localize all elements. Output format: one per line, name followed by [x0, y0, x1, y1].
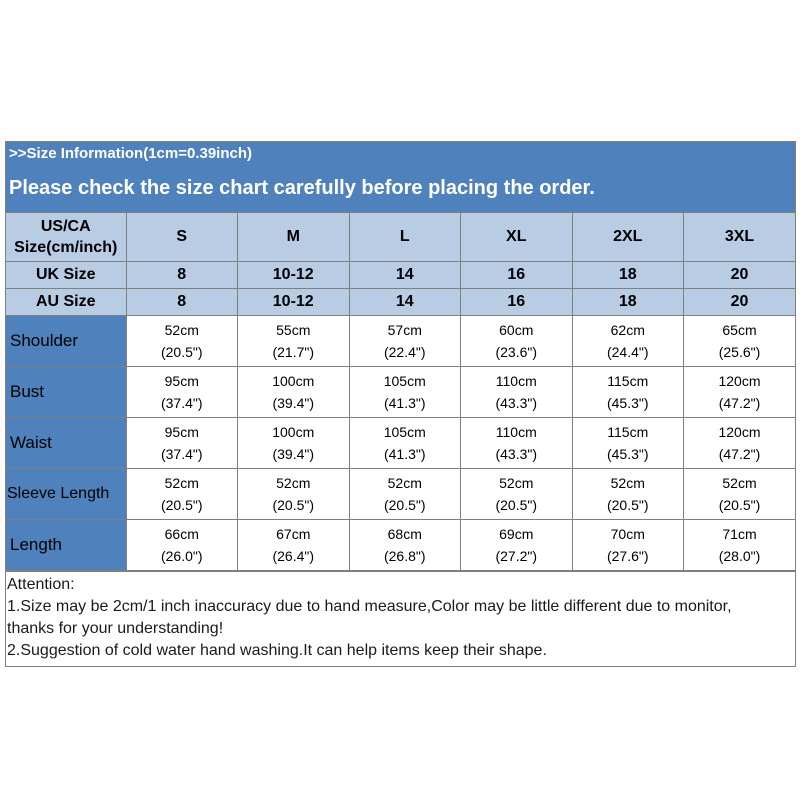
bust-row — [6, 367, 795, 418]
inch-value: (26.4") — [272, 548, 315, 564]
measure-cell — [238, 316, 350, 367]
check-size-banner: Please check the size chart carefully before placing the order. — [6, 166, 795, 213]
uk-size-value: 8 — [126, 262, 238, 289]
measure-cell — [684, 367, 796, 418]
inch-value: (37.4") — [160, 395, 203, 411]
inch-value: (27.2") — [495, 548, 538, 564]
cm-value: 110cm — [495, 373, 537, 389]
attention-title: Attention: — [7, 576, 75, 593]
cm-value: 52cm — [276, 475, 311, 491]
cm-value: 52cm — [164, 322, 199, 338]
cm-value: 110cm — [495, 424, 537, 440]
us-ca-label-line2: Size(cm/inch) — [14, 239, 118, 256]
uk-size-value: 14 — [349, 262, 461, 289]
cm-value: 57cm — [387, 322, 422, 338]
cm-value: 115cm — [607, 373, 649, 389]
cm-value: 69cm — [499, 526, 534, 542]
au-size-value: 8 — [126, 289, 238, 316]
uk-size-value: 20 — [684, 262, 796, 289]
us-ca-size-row — [6, 213, 795, 262]
shoulder-row — [6, 316, 795, 367]
inch-value: (39.4") — [272, 446, 315, 462]
inch-value: (21.7") — [272, 344, 315, 360]
inch-value: (41.3") — [383, 395, 426, 411]
inch-value: (45.3") — [606, 446, 649, 462]
measure-cell — [238, 367, 350, 418]
au-size-value: 10-12 — [238, 289, 350, 316]
inch-value: (20.5") — [495, 497, 538, 513]
bust-label: Bust — [6, 367, 126, 418]
inch-value: (41.3") — [383, 446, 426, 462]
measure-cell — [572, 418, 684, 469]
attention-note-2: 2.Suggestion of cold water hand washing.It can help items keep their shape. — [7, 642, 547, 659]
size-xl: XL — [461, 213, 573, 262]
size-m: M — [238, 213, 350, 262]
measure-cell — [126, 469, 238, 520]
inch-value: (20.5") — [718, 497, 761, 513]
measure-cell — [572, 469, 684, 520]
uk-size-value: 16 — [461, 262, 573, 289]
measure-cell — [349, 367, 461, 418]
measure-cell — [349, 469, 461, 520]
size-3xl: 3XL — [684, 213, 796, 262]
uk-size-row — [6, 262, 795, 289]
au-size-value: 20 — [684, 289, 796, 316]
inch-value: (37.4") — [160, 446, 203, 462]
measure-cell — [461, 316, 573, 367]
measure-cell — [126, 520, 238, 571]
uk-size-value: 10-12 — [238, 262, 350, 289]
measure-cell — [238, 469, 350, 520]
measure-cell — [461, 520, 573, 571]
inch-value: (45.3") — [606, 395, 649, 411]
sleeve-length-label: Sleeve Length — [6, 469, 126, 520]
measure-cell — [684, 316, 796, 367]
inch-value: (20.5") — [160, 497, 203, 513]
waist-label: Waist — [6, 418, 126, 469]
inch-value: (20.5") — [160, 344, 203, 360]
measure-cell — [126, 316, 238, 367]
measure-cell — [684, 520, 796, 571]
size-l: L — [349, 213, 461, 262]
measure-cell — [572, 316, 684, 367]
measure-cell — [461, 367, 573, 418]
au-size-value: 14 — [349, 289, 461, 316]
measure-cell — [238, 520, 350, 571]
measure-cell — [572, 367, 684, 418]
size-chart — [5, 141, 796, 667]
cm-value: 95cm — [164, 373, 199, 389]
inch-value: (28.0") — [718, 548, 761, 564]
measure-cell — [684, 418, 796, 469]
sleeve-length-row — [6, 469, 795, 520]
au-size-value: 18 — [572, 289, 684, 316]
measure-cell — [126, 367, 238, 418]
measure-cell — [238, 418, 350, 469]
inch-value: (43.3") — [495, 446, 538, 462]
measure-cell — [349, 316, 461, 367]
length-row — [6, 520, 795, 571]
cm-value: 52cm — [387, 475, 422, 491]
cm-value: 70cm — [610, 526, 645, 542]
au-size-row — [6, 289, 795, 316]
inch-value: (22.4") — [383, 344, 426, 360]
inch-value: (20.5") — [272, 497, 315, 513]
us-ca-label-line1: US/CA — [40, 218, 91, 235]
waist-row — [6, 418, 795, 469]
inch-value: (20.5") — [383, 497, 426, 513]
cm-value: 120cm — [718, 424, 761, 440]
cm-value: 67cm — [276, 526, 311, 542]
cm-value: 60cm — [499, 322, 534, 338]
attention-note-1: 1.Size may be 2cm/1 inch inaccuracy due to hand measure,Color may be little different due to monitor, — [7, 598, 732, 615]
size-s: S — [126, 213, 238, 262]
cm-value: 62cm — [610, 322, 645, 338]
attention-note-1-cont: thanks for your understanding! — [7, 620, 224, 637]
au-size-value: 16 — [461, 289, 573, 316]
cm-value: 100cm — [272, 424, 315, 440]
cm-value: 71cm — [722, 526, 757, 542]
uk-size-value: 18 — [572, 262, 684, 289]
us-ca-size-label — [6, 213, 126, 262]
cm-value: 115cm — [607, 424, 649, 440]
cm-value: 65cm — [722, 322, 757, 338]
measure-cell — [684, 469, 796, 520]
inch-value: (23.6") — [495, 344, 538, 360]
uk-size-label: UK Size — [6, 262, 126, 289]
inch-value: (47.2") — [718, 395, 761, 411]
cm-value: 105cm — [383, 424, 426, 440]
cm-value: 52cm — [164, 475, 199, 491]
cm-value: 120cm — [718, 373, 761, 389]
size-2xl: 2XL — [572, 213, 684, 262]
cm-value: 105cm — [383, 373, 426, 389]
measure-cell — [461, 418, 573, 469]
length-label: Length — [6, 520, 126, 571]
inch-value: (39.4") — [272, 395, 315, 411]
shoulder-label: Shoulder — [6, 316, 126, 367]
cm-value: 52cm — [722, 475, 757, 491]
cm-value: 66cm — [164, 526, 199, 542]
cm-value: 100cm — [272, 373, 315, 389]
measure-cell — [349, 520, 461, 571]
attention-notes — [6, 571, 795, 666]
au-size-label: AU Size — [6, 289, 126, 316]
inch-value: (24.4") — [606, 344, 649, 360]
inch-value: (27.6") — [606, 548, 649, 564]
cm-value: 55cm — [276, 322, 311, 338]
measure-cell — [461, 469, 573, 520]
measure-cell — [349, 418, 461, 469]
inch-value: (26.8") — [383, 548, 426, 564]
cm-value: 68cm — [387, 526, 422, 542]
cm-value: 95cm — [164, 424, 199, 440]
inch-value: (43.3") — [495, 395, 538, 411]
inch-value: (25.6") — [718, 344, 761, 360]
cm-value: 52cm — [610, 475, 645, 491]
cm-value: 52cm — [499, 475, 534, 491]
measure-cell — [126, 418, 238, 469]
measure-cell — [572, 520, 684, 571]
size-info-banner: >>Size Information(1cm=0.39inch) — [6, 142, 795, 166]
inch-value: (20.5") — [606, 497, 649, 513]
size-table — [6, 213, 795, 571]
inch-value: (47.2") — [718, 446, 761, 462]
inch-value: (26.0") — [160, 548, 203, 564]
